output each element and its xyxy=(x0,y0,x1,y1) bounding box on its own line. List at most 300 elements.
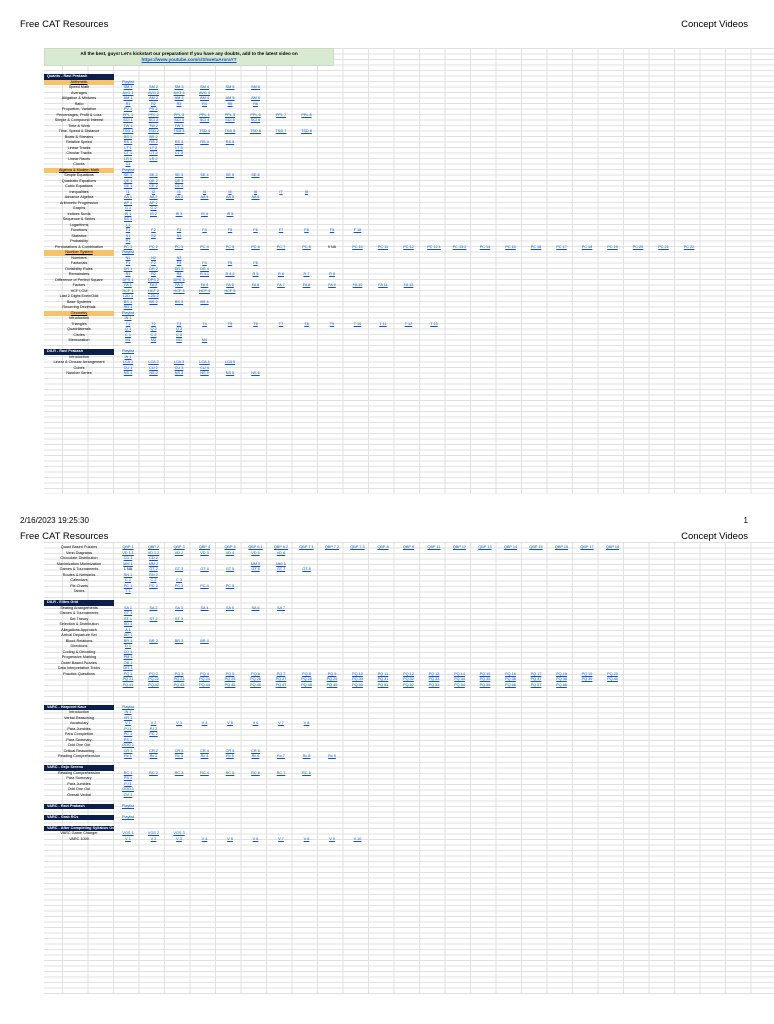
video-link[interactable]: PQ 24 xyxy=(199,677,210,681)
video-link[interactable]: Q 2 xyxy=(150,327,157,331)
video-link[interactable]: C 3 xyxy=(176,332,182,337)
playlist-link[interactable]: Playlist xyxy=(121,803,135,808)
video-link[interactable]: G 1 xyxy=(124,206,132,210)
video-link[interactable]: C 1 xyxy=(125,578,131,582)
video-link[interactable]: F1 xyxy=(125,261,131,265)
video-link[interactable]: RS 3 xyxy=(174,140,184,144)
video-link[interactable]: IS 4 xyxy=(201,211,208,216)
video-link[interactable]: V 1 xyxy=(125,836,131,841)
video-link[interactable]: PQ 22 xyxy=(148,677,159,681)
video-link[interactable]: Rc 8 xyxy=(302,754,311,758)
video-link[interactable]: VD 2 xyxy=(174,550,184,555)
video-link[interactable]: A 1 xyxy=(125,627,131,632)
video-link[interactable]: PPL 7 xyxy=(275,112,287,117)
video-link[interactable]: R4 xyxy=(202,101,207,106)
video-link[interactable]: RC 4 xyxy=(200,770,209,775)
video-link[interactable]: PQ 26 xyxy=(250,677,261,681)
video-link[interactable]: AM 4 xyxy=(200,96,209,100)
video-link[interactable]: LT 3 xyxy=(175,145,183,150)
video-link[interactable]: BR 1 xyxy=(123,638,133,643)
video-link[interactable]: OB 1 xyxy=(123,660,133,665)
video-link[interactable]: PC 22 xyxy=(683,244,695,249)
video-link[interactable]: ST 2 xyxy=(149,616,158,621)
video-link[interactable]: G 2 xyxy=(150,206,157,210)
video-link[interactable]: D 1 xyxy=(125,644,131,648)
video-link[interactable]: FA 10 xyxy=(352,283,363,287)
video-link[interactable]: SCI 4 xyxy=(199,118,210,122)
video-link[interactable]: SCI 3 xyxy=(174,118,184,122)
video-link[interactable]: PQ 35 xyxy=(479,677,491,681)
video-link[interactable]: PC 2 xyxy=(149,732,158,736)
video-link[interactable]: PQ 15 xyxy=(479,671,491,676)
video-link[interactable]: SCI 5 xyxy=(225,118,235,122)
video-link[interactable]: PQ 49 xyxy=(326,682,338,687)
video-link[interactable]: PQ 57 xyxy=(530,682,542,687)
video-link[interactable]: DR 3 xyxy=(174,266,184,271)
playlist-link[interactable]: Playlist xyxy=(121,310,135,315)
video-link[interactable]: RS 2 xyxy=(149,140,158,144)
video-link[interactable]: M2 xyxy=(150,338,157,342)
video-link[interactable]: V 1 xyxy=(125,721,131,725)
video-link[interactable]: QBP 2 xyxy=(147,545,160,549)
video-link[interactable]: L1 xyxy=(125,222,131,227)
video-link[interactable]: QBP 11 xyxy=(427,545,441,549)
video-link[interactable]: F6 xyxy=(253,228,258,232)
video-link[interactable]: BR 3 xyxy=(174,638,184,643)
video-link[interactable]: T2 xyxy=(151,321,156,326)
video-link[interactable]: PQ 41 xyxy=(122,682,134,687)
video-link[interactable]: PC 1 xyxy=(123,244,133,249)
video-link[interactable]: CR 2 xyxy=(149,748,158,753)
video-link[interactable]: V 4 xyxy=(201,836,208,841)
video-link[interactable]: V 10 xyxy=(353,836,362,841)
video-link[interactable]: F2 xyxy=(151,228,156,232)
video-link[interactable]: RC 2 xyxy=(149,770,158,775)
video-link[interactable]: RC 7 xyxy=(276,770,286,775)
video-link[interactable]: F3 xyxy=(176,228,182,232)
video-link[interactable]: SM 4 xyxy=(200,85,209,89)
video-link[interactable]: LCA 5 xyxy=(224,360,236,364)
video-link[interactable]: TW 2 xyxy=(148,123,159,128)
video-link[interactable]: SE 1 xyxy=(123,173,133,177)
video-link[interactable]: PQ 16 xyxy=(505,671,516,676)
video-link[interactable]: CU 3 xyxy=(174,365,184,370)
video-link[interactable]: PQ 31 xyxy=(377,677,389,681)
video-link[interactable]: R 4.1 xyxy=(199,272,210,276)
video-link[interactable]: Rc 5 xyxy=(226,754,234,758)
video-link[interactable]: CE 1 xyxy=(123,184,133,188)
video-link[interactable]: LCA 2 xyxy=(148,360,159,364)
video-link[interactable]: BR 2 xyxy=(149,638,158,643)
video-link[interactable]: F4 xyxy=(202,261,207,265)
video-link[interactable]: FA 11 xyxy=(378,283,388,287)
video-link[interactable]: AA 3 xyxy=(174,195,184,199)
video-link[interactable]: M3 xyxy=(176,338,182,342)
video-link[interactable]: LCA 4 xyxy=(199,360,210,364)
video-link[interactable]: PQ 18 xyxy=(556,671,567,676)
video-link[interactable]: I8 xyxy=(304,189,309,194)
video-link[interactable]: SA 6 xyxy=(251,605,260,610)
video-link[interactable]: PQ 2 xyxy=(149,671,158,676)
video-link[interactable]: PC 19 xyxy=(607,244,618,249)
video-link[interactable]: C1 xyxy=(125,162,131,166)
video-link[interactable]: VD 6 xyxy=(276,550,286,555)
video-link[interactable]: CD 2 xyxy=(149,556,158,560)
video-link[interactable]: C 2 xyxy=(150,578,157,582)
video-link[interactable]: IS 1 xyxy=(124,211,132,216)
video-link[interactable]: PQ 48 xyxy=(301,682,312,687)
video-link[interactable]: PC 11 xyxy=(377,244,389,249)
video-link[interactable]: TSD 7 xyxy=(275,129,287,133)
video-link[interactable]: SM 1 xyxy=(123,85,133,89)
video-link[interactable]: R3 xyxy=(176,101,182,106)
video-link[interactable]: DPS 3 xyxy=(173,277,185,282)
video-link[interactable]: AM 2 xyxy=(149,96,158,100)
video-link[interactable]: RD 1 xyxy=(123,305,133,309)
video-link[interactable]: PC 4 xyxy=(200,583,209,588)
video-link[interactable]: F9 xyxy=(329,228,335,232)
video-link[interactable]: BS 2 xyxy=(149,134,158,139)
video-link[interactable]: PPL 1 xyxy=(122,112,134,117)
video-link[interactable]: I7 xyxy=(279,189,283,194)
video-link[interactable]: VD 3 xyxy=(200,550,209,555)
video-link[interactable]: BS 4 xyxy=(200,299,209,304)
video-link[interactable]: TSD 5 xyxy=(224,129,236,133)
video-link[interactable]: NS 4 xyxy=(200,371,209,375)
video-link[interactable]: AM 1 xyxy=(123,96,133,100)
video-link[interactable]: QBP 5 xyxy=(224,545,236,549)
video-link[interactable]: VGS 2 xyxy=(147,831,160,835)
video-link[interactable]: IN 1 xyxy=(124,354,132,359)
video-link[interactable]: PJ 1 xyxy=(124,726,132,731)
video-link[interactable]: PC 21 xyxy=(658,244,669,249)
video-link[interactable]: N2 xyxy=(151,255,156,260)
video-link[interactable]: F3 xyxy=(176,261,182,265)
video-link[interactable]: QBP 8 xyxy=(377,545,389,549)
video-link[interactable]: Rc 9 xyxy=(328,754,336,758)
video-link[interactable]: FA 7 xyxy=(277,283,285,287)
video-link[interactable]: SM 5 xyxy=(225,85,235,89)
playlist-link[interactable]: Playlist xyxy=(121,250,135,254)
video-link[interactable]: Q 3 xyxy=(175,327,183,331)
video-link[interactable]: SA 2 xyxy=(149,605,158,610)
video-link[interactable]: NS 1 xyxy=(123,371,133,375)
video-link[interactable]: M4 xyxy=(201,338,208,342)
video-link[interactable]: SS 1 xyxy=(123,217,133,221)
video-link[interactable]: PC 10 xyxy=(352,244,363,249)
video-link[interactable]: PC 20 xyxy=(632,244,644,249)
video-link[interactable]: PC 2 xyxy=(149,583,158,588)
video-link[interactable]: C 2 xyxy=(150,332,157,337)
video-link[interactable]: IS 3 xyxy=(175,211,183,216)
video-link[interactable]: DPS 2 xyxy=(148,277,159,282)
playlist-link[interactable]: Playlist xyxy=(121,167,135,172)
video-link[interactable]: AM 3 xyxy=(174,96,184,100)
video-link[interactable]: QBP 14 xyxy=(503,545,518,549)
video-link[interactable]: PPL 2 xyxy=(148,112,159,117)
video-link[interactable]: PC 2 xyxy=(149,244,158,249)
video-link[interactable]: CR 5 xyxy=(225,748,235,753)
video-link[interactable]: Rc 3 xyxy=(175,754,183,758)
video-link[interactable]: V 7 xyxy=(278,836,284,841)
video-link[interactable]: RC 8 xyxy=(302,770,311,775)
video-link[interactable]: PC 1 xyxy=(123,732,133,736)
video-link[interactable]: DR 2 xyxy=(149,266,158,271)
video-link[interactable]: MM 2 xyxy=(148,561,159,566)
video-link[interactable]: T1 xyxy=(125,321,131,326)
video-link[interactable]: PC 14 xyxy=(479,244,491,249)
video-link[interactable]: CT 2 xyxy=(149,151,158,155)
video-link[interactable]: QBP 6.1 xyxy=(248,545,263,549)
video-link[interactable]: VD 1.2 xyxy=(147,550,160,555)
video-link[interactable]: FA 12 xyxy=(403,283,414,287)
video-link[interactable]: DIT 1 xyxy=(123,666,133,670)
video-link[interactable]: SM 6 xyxy=(251,85,260,89)
video-link[interactable]: QBP 3 xyxy=(173,545,185,549)
video-link[interactable]: M1 xyxy=(125,338,131,342)
video-link[interactable]: PC 6 xyxy=(251,244,260,249)
video-link[interactable]: TSD 3 xyxy=(173,129,185,133)
video-link[interactable]: N3 xyxy=(176,255,182,260)
video-link[interactable]: PQ 28 xyxy=(301,677,312,681)
video-link[interactable]: C 1 xyxy=(125,332,131,337)
video-link[interactable]: V 3 xyxy=(176,721,182,725)
video-link[interactable]: P1 xyxy=(125,239,131,243)
video-link[interactable]: ST 1 xyxy=(124,616,132,621)
video-link[interactable]: CR 6 xyxy=(251,748,260,753)
video-link[interactable]: BS 1 xyxy=(123,299,133,304)
video-link[interactable]: PC 16 xyxy=(530,244,542,249)
video-link[interactable]: MM 6 xyxy=(276,561,286,566)
video-link[interactable]: PQ 51 xyxy=(377,682,389,687)
video-link[interactable]: IS 5 xyxy=(226,211,234,216)
video-link[interactable]: PPL 4 xyxy=(199,112,210,117)
video-link[interactable]: SM 2 xyxy=(149,85,158,89)
playlist-link[interactable]: Playlist xyxy=(121,704,135,709)
video-link[interactable]: IN 1 xyxy=(124,710,132,714)
video-link[interactable]: PQ 27 xyxy=(275,677,287,681)
video-link[interactable]: LCA 1 xyxy=(122,360,134,364)
video-link[interactable]: F8 xyxy=(304,228,309,232)
video-link[interactable]: QBP 16 xyxy=(554,545,569,549)
video-link[interactable]: PQ 33 xyxy=(428,677,440,681)
video-link[interactable]: AA 2 xyxy=(149,195,158,199)
video-link[interactable]: F4 xyxy=(202,228,207,232)
video-link[interactable]: C 3 xyxy=(176,578,182,582)
video-link[interactable]: T 12 xyxy=(404,321,413,326)
video-link[interactable]: LT 2 xyxy=(149,145,158,150)
video-link[interactable]: I3 xyxy=(177,189,181,194)
video-link[interactable]: PC 12 xyxy=(403,244,414,249)
video-link[interactable]: Rc 4 xyxy=(200,754,209,758)
video-link[interactable]: V 5 xyxy=(227,721,233,725)
video-link[interactable]: QBP 7.1 xyxy=(299,545,314,549)
video-link[interactable]: SA 4 xyxy=(200,605,209,610)
video-link[interactable]: RN 2 xyxy=(149,572,158,577)
video-link[interactable]: GT 6 xyxy=(251,567,260,571)
video-link[interactable]: TSD 4 xyxy=(199,129,210,133)
video-link[interactable]: PQ 6 xyxy=(251,671,260,676)
video-link[interactable]: PQ 55 xyxy=(479,682,491,687)
video-link[interactable]: PQ 37 xyxy=(530,677,542,681)
video-link[interactable]: R2 xyxy=(151,272,156,276)
video-link[interactable]: T 11 xyxy=(379,321,387,326)
video-link[interactable]: CT 1 xyxy=(123,151,133,155)
video-link[interactable]: PS 1 xyxy=(123,776,133,780)
video-link[interactable]: GT 2 xyxy=(149,567,158,571)
video-link[interactable]: PQ 34 xyxy=(454,677,465,681)
video-link[interactable]: OOO 1 xyxy=(121,743,135,747)
video-link[interactable]: AA 1 xyxy=(123,195,133,199)
video-link[interactable]: Rc 1 xyxy=(124,754,132,758)
video-link[interactable]: HCF 2 xyxy=(148,288,159,293)
video-link[interactable]: PC 3 xyxy=(174,244,184,249)
video-link[interactable]: I2 xyxy=(151,189,156,194)
video-link[interactable]: DR 4 xyxy=(200,266,209,271)
video-link[interactable]: NS 3 xyxy=(174,371,184,375)
video-link[interactable]: MM 1 xyxy=(123,561,133,566)
video-link[interactable]: F2 xyxy=(151,261,156,265)
playlist-link[interactable]: Playlist xyxy=(121,349,135,353)
video-link[interactable]: CD 1 xyxy=(123,649,133,654)
video-link[interactable]: PQ 25 xyxy=(224,677,236,681)
video-link[interactable]: V 2 xyxy=(150,721,157,725)
video-link[interactable]: F5 xyxy=(227,228,233,232)
video-link[interactable]: PQ 7 xyxy=(276,671,286,676)
video-link[interactable]: V 2 xyxy=(150,836,157,841)
video-link[interactable]: TSD 8 xyxy=(301,129,312,133)
video-link[interactable]: QBP 7.3 xyxy=(350,545,365,549)
video-link[interactable]: PC 5 xyxy=(225,244,235,249)
video-link[interactable]: PJ 1 xyxy=(124,781,132,786)
video-link[interactable]: FA 2 xyxy=(149,283,158,287)
video-link[interactable]: Rc 2 xyxy=(149,754,158,758)
video-link[interactable]: CU 4 xyxy=(200,365,209,370)
video-link[interactable]: VR 1 xyxy=(123,715,133,720)
video-link[interactable]: NS 5 xyxy=(225,371,235,375)
video-link[interactable]: NS 6 xyxy=(251,371,260,375)
video-link[interactable]: SA 5 xyxy=(225,605,235,610)
video-link[interactable]: S2 xyxy=(151,233,156,238)
video-link[interactable]: PQ 36 xyxy=(505,677,516,681)
video-link[interactable]: QBP 18 xyxy=(605,545,620,549)
video-link[interactable]: PPL 5 xyxy=(224,112,236,117)
video-link[interactable]: V 6 xyxy=(252,836,259,841)
video-link[interactable]: PQ 20 xyxy=(607,671,618,676)
video-link[interactable]: SE 3 xyxy=(174,173,184,177)
video-link[interactable]: R 8 xyxy=(329,272,335,276)
video-link[interactable]: PS 1 xyxy=(123,737,133,742)
playlist-link[interactable]: Playlist xyxy=(121,814,135,819)
video-link[interactable]: BS 1 xyxy=(123,134,133,139)
video-link[interactable]: R 7 xyxy=(303,272,310,276)
video-link[interactable]: QBP 13 xyxy=(478,545,492,549)
video-link[interactable]: Rc 7 xyxy=(277,754,285,758)
video-link[interactable]: AVG 1 xyxy=(122,90,134,95)
video-link[interactable]: PC 1 xyxy=(123,583,133,588)
video-link[interactable]: PPL 3 xyxy=(173,112,185,117)
video-link[interactable]: RS 5 xyxy=(225,140,235,144)
video-link[interactable]: VGS 1 xyxy=(122,831,134,835)
video-link[interactable]: L2D 2 xyxy=(148,294,159,298)
video-link[interactable]: PC 17 xyxy=(556,244,567,249)
video-link[interactable]: R1 xyxy=(125,272,131,276)
video-link[interactable]: IN 1 xyxy=(124,316,132,320)
video-link[interactable]: TW 3 xyxy=(174,123,184,128)
video-link[interactable]: RC 1 xyxy=(123,770,133,775)
video-link[interactable]: V 9 xyxy=(329,836,335,841)
video-link[interactable]: AP 2 xyxy=(149,200,158,205)
video-link[interactable]: PC 18 xyxy=(581,244,593,249)
video-link[interactable]: PC 5 xyxy=(225,583,235,588)
video-link[interactable]: I4 xyxy=(202,189,207,194)
video-link[interactable]: PM 1 xyxy=(123,655,133,659)
video-link[interactable]: PQ 47 xyxy=(275,682,287,687)
video-link[interactable]: FA 3 xyxy=(175,283,183,287)
video-link[interactable]: SE 5 xyxy=(225,173,235,177)
video-link[interactable]: T 1 xyxy=(125,589,131,593)
video-link[interactable]: PQ 52 xyxy=(403,682,414,687)
video-link[interactable]: PQ 40 xyxy=(607,677,618,681)
video-link[interactable]: PPL 8 xyxy=(301,112,312,117)
video-link[interactable]: SCI 6 xyxy=(250,118,261,122)
video-link[interactable]: CU 1 xyxy=(123,365,133,370)
video-link[interactable]: PC 13.2 xyxy=(452,244,467,249)
video-link[interactable]: SCI 1 xyxy=(123,118,133,122)
video-link[interactable]: TSD 1 xyxy=(122,129,134,133)
video-link[interactable]: PQ 9 xyxy=(327,671,337,676)
video-link[interactable]: V 5 xyxy=(227,836,233,841)
video-link[interactable]: I6 xyxy=(253,189,258,194)
video-link[interactable]: I5 xyxy=(228,189,232,194)
video-link[interactable]: CE 2 xyxy=(149,184,158,188)
video-link[interactable]: DR 1 xyxy=(123,266,133,271)
video-link[interactable]: AVG 2 xyxy=(148,90,159,95)
video-link[interactable]: QBP 6.2 xyxy=(273,545,289,549)
video-link[interactable]: R 5 xyxy=(252,272,259,276)
video-link[interactable]: GT 7 xyxy=(276,567,286,571)
video-link[interactable]: OV 1 xyxy=(123,792,133,797)
video-link[interactable]: QBP 1 xyxy=(122,545,134,549)
video-link[interactable]: V 8 xyxy=(303,836,310,841)
video-link[interactable]: BR 4 xyxy=(200,638,209,643)
video-link[interactable]: PQ 4 xyxy=(200,671,209,676)
video-link[interactable]: PQ 53 xyxy=(428,682,440,687)
video-link[interactable]: PQ 56 xyxy=(505,682,516,687)
video-link[interactable]: CE 3 xyxy=(174,184,184,188)
video-link[interactable]: QBP 17 xyxy=(580,545,594,549)
video-link[interactable]: QBP 7.2 xyxy=(324,545,340,549)
video-link[interactable]: FA 9 xyxy=(328,283,336,287)
youtube-channel-link[interactable]: https://www.youtube.com/c/ShwetaAroraYT xyxy=(141,56,237,62)
video-link[interactable]: IS 2 xyxy=(150,211,157,216)
video-link[interactable]: TW 1 xyxy=(123,123,133,128)
video-link[interactable]: HCF 3 xyxy=(173,288,185,293)
video-link[interactable]: QE 2 xyxy=(149,178,158,183)
video-link[interactable]: PC 12.1 xyxy=(427,244,441,249)
video-link[interactable]: RC 5 xyxy=(225,770,235,775)
video-link[interactable]: F1 xyxy=(125,228,131,232)
video-link[interactable]: L2D 1 xyxy=(122,294,134,298)
video-link[interactable]: QBP 15 xyxy=(529,545,543,549)
video-link[interactable]: T5 xyxy=(227,321,233,326)
video-link[interactable]: HCF 4 xyxy=(199,288,210,293)
video-link[interactable]: LCA 3 xyxy=(173,360,185,364)
video-link[interactable]: PPL 6 xyxy=(250,112,261,117)
video-link[interactable]: PC 8 xyxy=(302,244,311,249)
video-link[interactable]: QBP 9 xyxy=(402,545,415,549)
video-link[interactable]: LT 1 xyxy=(124,145,132,150)
